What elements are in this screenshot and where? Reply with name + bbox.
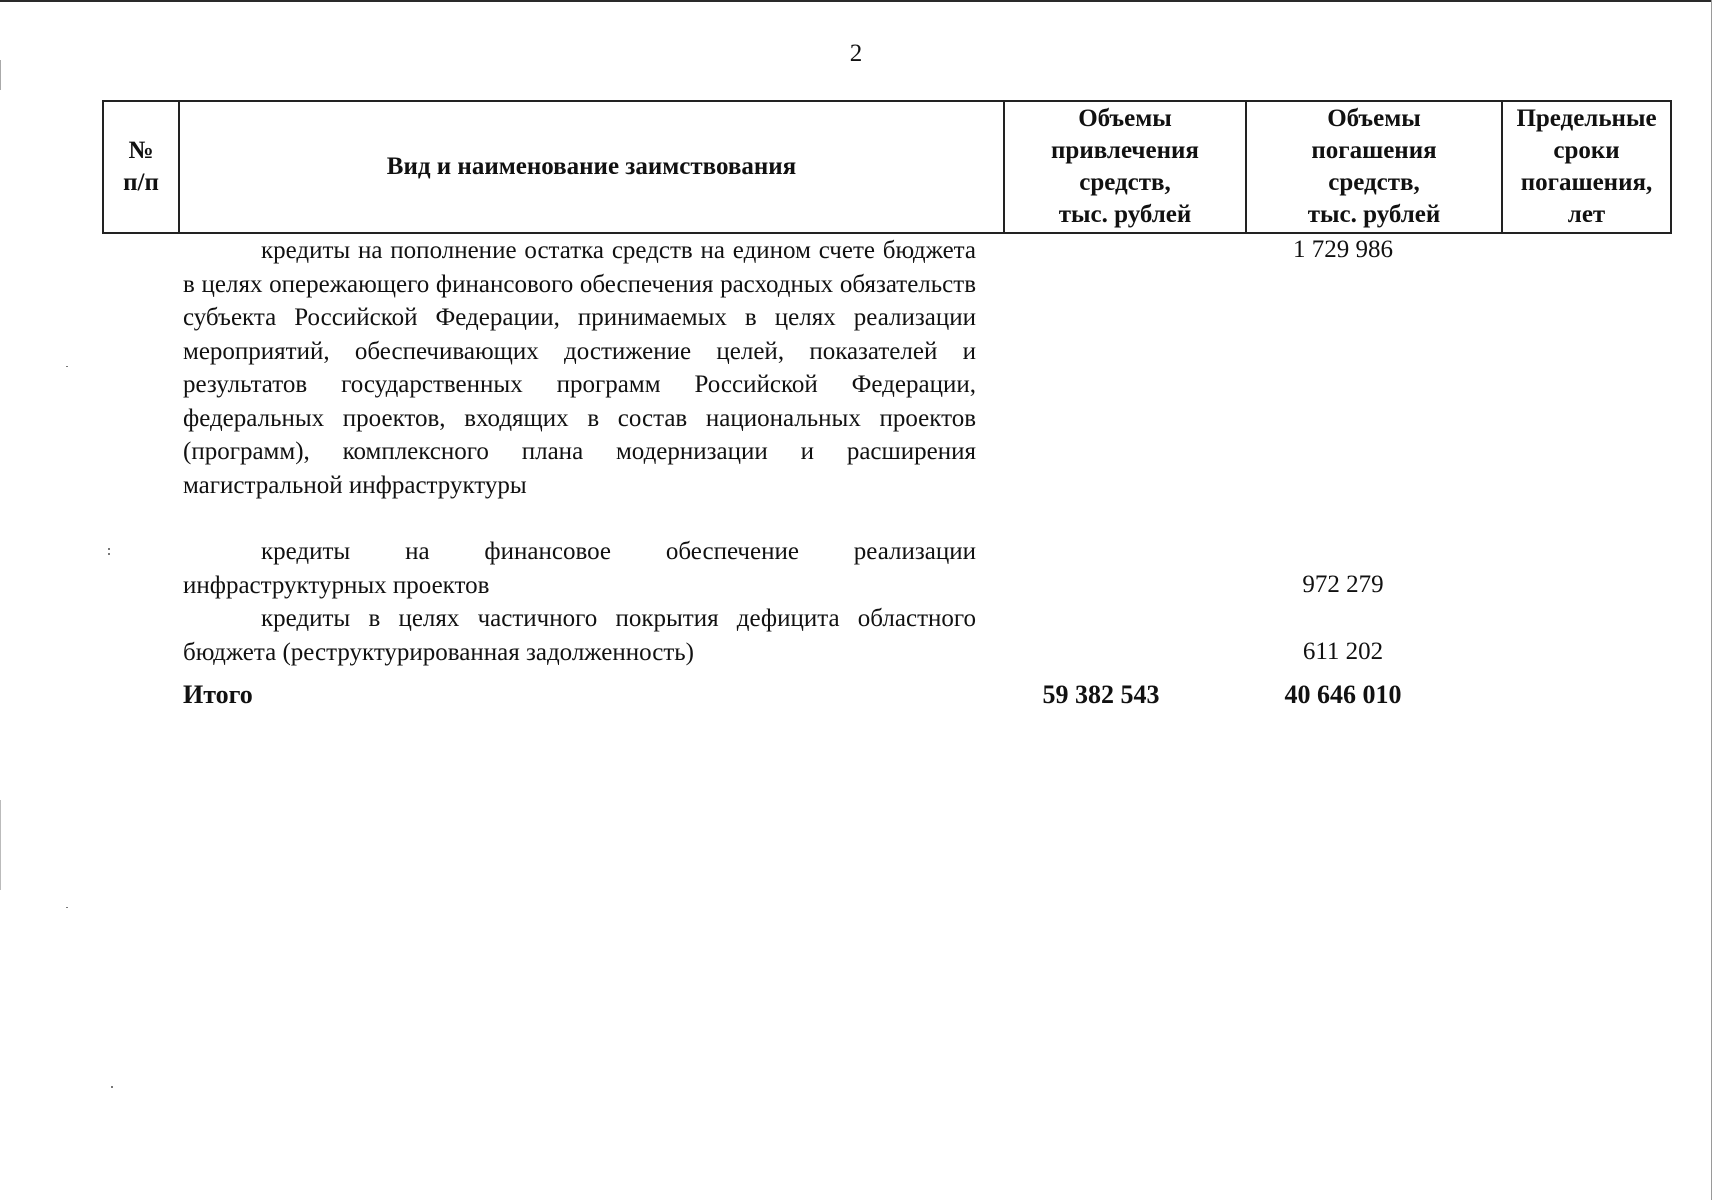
header-repayment-term: Предельные сроки погашения, лет [1502, 101, 1671, 233]
scan-speck [111, 1086, 113, 1088]
total-repayment: 40 646 010 [1284, 680, 1402, 709]
header-attraction-volume: Объемы привлечения средств, тыс. рублей [1004, 101, 1246, 233]
scan-speck [66, 366, 68, 367]
header-repayment-volume: Объемы погашения средств, тыс. рублей [1246, 101, 1502, 233]
header-number: № п/п [103, 101, 179, 233]
row-3-name: кредиты в целях частичного покрытия дефицита областного бюджета (реструктурированная задолженность) [183, 605, 976, 666]
scan-edge-mark [0, 800, 1, 890]
table-header [102, 100, 1672, 234]
header-borrowing-type: Вид и наименование заимствования [179, 101, 1004, 233]
scan-edge-mark [0, 60, 1, 90]
row-1-name: кредиты на пополнение остатка средств на едином счете бюджета в целях опережающего финансового обеспечения расходных обязательств субъекта Российской Федерации, принимаемых в целях реализации мероприятий, обеспечивающих достижение целей, показателей и результатов государственных программ Российской Федерации, федеральных проектов, входящих в состав национальных проектов (программ), комплексного плана модернизации и расширения магистральной инфраструктуры [183, 237, 976, 499]
row-3-repayment: 611 202 [1302, 638, 1384, 665]
row-2-repayment: 972 279 [1302, 571, 1384, 598]
page-top-border [0, 0, 1712, 2]
header-row [103, 101, 1671, 233]
scan-speck [66, 907, 68, 908]
total-label: Итого [183, 680, 253, 709]
row-2-name: кредиты на финансовое обеспечение реализации инфраструктурных проектов [183, 538, 976, 599]
scan-speck [108, 548, 110, 550]
scan-speck [108, 553, 110, 555]
total-attraction: 59 382 543 [1042, 680, 1160, 709]
page-number: 2 [849, 40, 863, 67]
row-1-repayment: 1 729 986 [1293, 236, 1393, 263]
